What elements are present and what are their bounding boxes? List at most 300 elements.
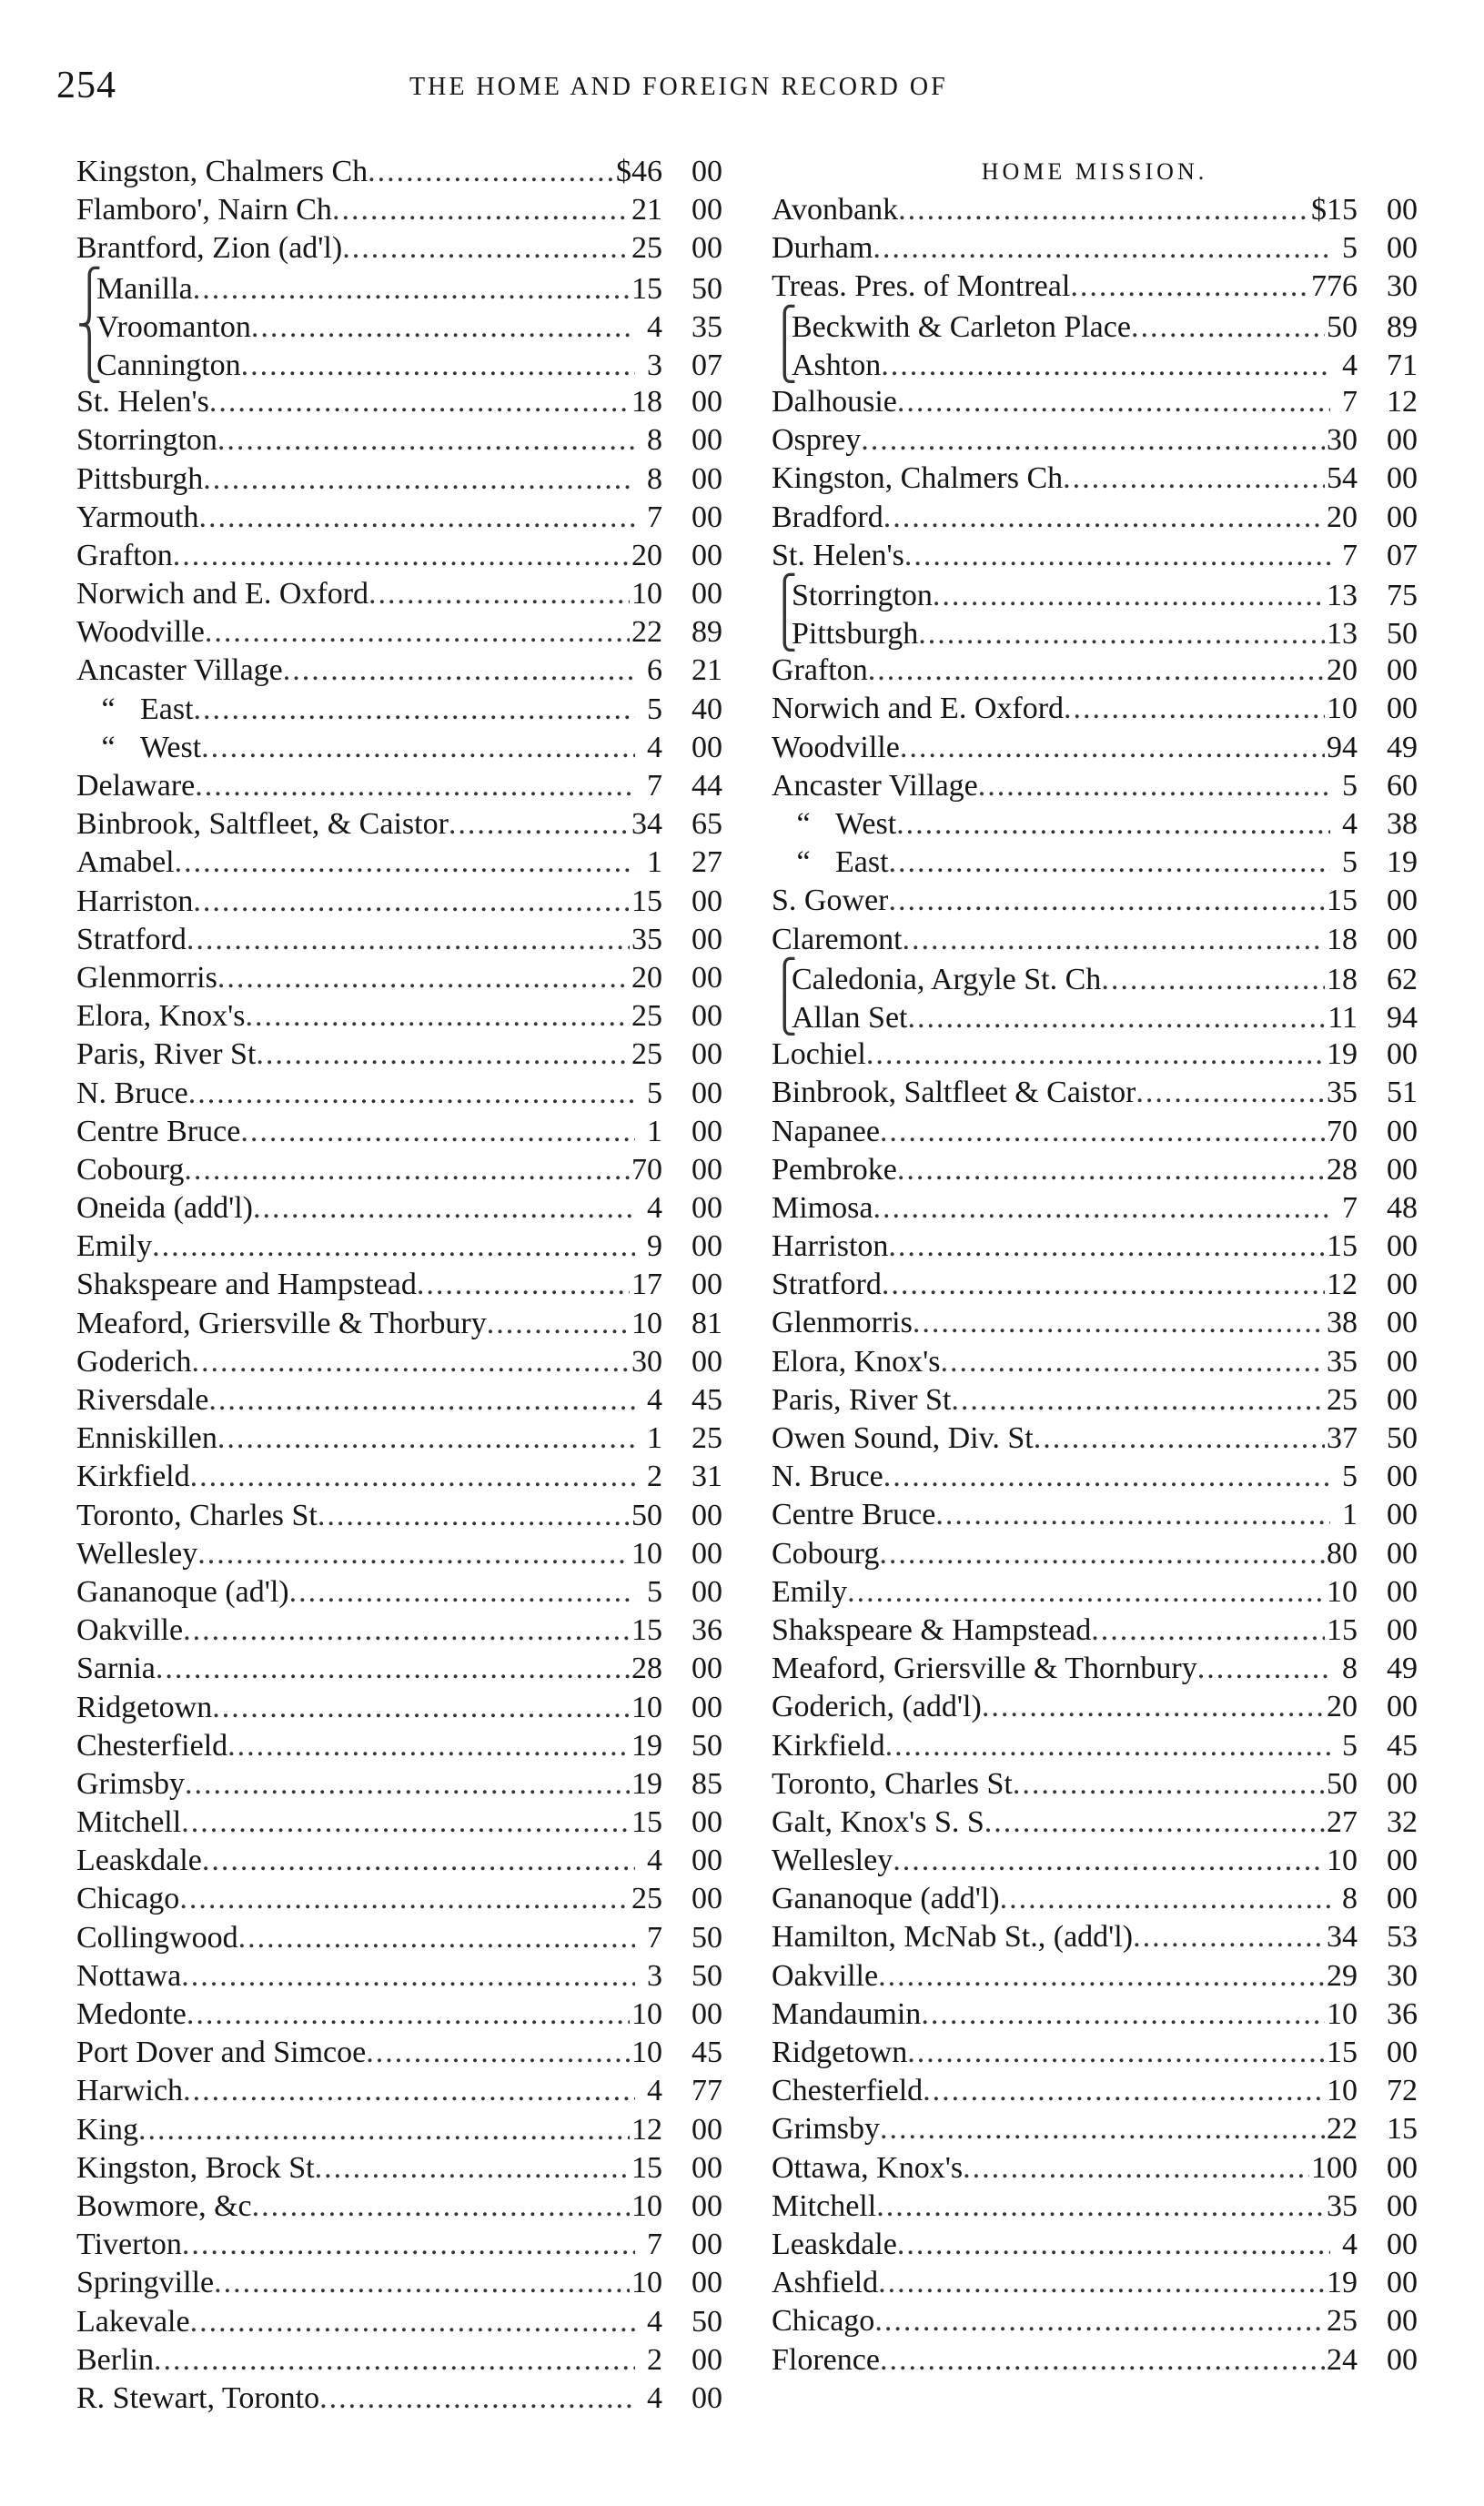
amount-dollars: 94 xyxy=(1327,730,1358,764)
congregation-name: Enniskillen xyxy=(76,1421,217,1456)
congregation-name: Centre Bruce xyxy=(76,1114,241,1148)
contribution-row xyxy=(772,2302,1418,2340)
contribution-row xyxy=(76,1497,722,1535)
amount-dollars: 9 xyxy=(647,1229,662,1264)
contribution-row xyxy=(76,1036,722,1074)
amount-cents: 00 xyxy=(1387,1114,1418,1148)
dot-leader xyxy=(182,2226,635,2264)
contribution-row xyxy=(76,1343,722,1381)
amount-cents: 00 xyxy=(1387,1037,1418,1072)
dot-leader xyxy=(238,1919,635,1957)
amount-dollars: 4 xyxy=(647,309,662,344)
amount-dollars: 4 xyxy=(1342,2227,1358,2261)
dot-leader xyxy=(1133,1918,1325,1956)
amount-cents: 00 xyxy=(1387,1574,1418,1609)
grouping-brace: ⎩ xyxy=(772,344,798,383)
amount-dollars: 80 xyxy=(1327,1536,1358,1571)
amount-cents: 45 xyxy=(1387,1728,1418,1763)
congregation-name: Stratford xyxy=(76,922,187,956)
amount-dollars: 70 xyxy=(1327,1114,1358,1148)
dot-leader xyxy=(888,1228,1325,1266)
dot-leader xyxy=(889,844,1330,882)
congregation-name: Meaford, Griersville & Thornbury xyxy=(772,1652,1197,1686)
dot-leader xyxy=(888,882,1325,920)
amount-dollars: 10 xyxy=(631,2188,662,2223)
congregation-name: Emily xyxy=(772,1574,848,1609)
congregation-name: Oneida (add'l) xyxy=(76,1191,253,1226)
home-mission-heading: HOME MISSION. xyxy=(981,158,1208,185)
congregation-name: Wellesley xyxy=(772,1844,893,1878)
amount-cents: 00 xyxy=(692,1152,722,1187)
dot-leader xyxy=(881,347,1330,385)
contribution-row xyxy=(772,613,1418,652)
dot-leader xyxy=(984,1804,1325,1842)
dot-leader xyxy=(342,229,630,268)
amount-cents: 00 xyxy=(1387,1536,1418,1571)
dot-leader xyxy=(188,1075,635,1113)
contribution-row xyxy=(76,2264,722,2302)
amount-dollars: 11 xyxy=(1328,1000,1358,1035)
amount-cents: 00 xyxy=(692,1690,722,1724)
dot-leader xyxy=(194,691,635,729)
amount-cents: 00 xyxy=(692,884,722,918)
congregation-name: Harwich xyxy=(76,2074,184,2108)
amount-cents: 00 xyxy=(692,2266,722,2300)
dot-leader xyxy=(847,1573,1325,1612)
amount-cents: 21 xyxy=(692,653,722,688)
congregation-name: Leaskdale xyxy=(76,1844,202,1878)
congregation-name: Ancaster Village xyxy=(76,653,283,688)
contribution-row xyxy=(772,1573,1418,1612)
contribution-row xyxy=(76,307,722,345)
contribution-row xyxy=(76,1727,722,1765)
congregation-name: Caledonia, Argyle St. Ch xyxy=(792,962,1102,996)
amount-cents: 00 xyxy=(1387,692,1418,726)
contribution-row xyxy=(772,2149,1418,2188)
contribution-row xyxy=(772,345,1418,383)
congregation-name: Pittsburgh xyxy=(792,617,919,652)
dot-leader xyxy=(897,2226,1330,2264)
congregation-name: Avonbank xyxy=(772,193,899,227)
contribution-row xyxy=(772,1458,1418,1496)
amount-cents: 50 xyxy=(692,1728,722,1763)
congregation-name: Glenmorris xyxy=(76,960,217,995)
amount-dollars: 10 xyxy=(1327,692,1358,726)
dot-leader xyxy=(319,2380,635,2418)
congregation-name: Ridgetown xyxy=(772,2036,908,2069)
amount-cents: 00 xyxy=(692,1037,722,1072)
dot-leader xyxy=(904,537,1330,575)
amount-cents: 00 xyxy=(1387,2304,1418,2339)
dot-leader xyxy=(332,191,630,229)
amount-dollars: 50 xyxy=(1327,309,1358,344)
amount-cents: 00 xyxy=(1387,922,1418,956)
dot-leader xyxy=(878,2264,1325,2302)
contribution-row xyxy=(772,1957,1418,1996)
contribution-row xyxy=(76,191,722,229)
dot-leader xyxy=(1091,1612,1325,1650)
amount-cents: 51 xyxy=(1387,1076,1418,1110)
amount-cents: 00 xyxy=(692,461,722,496)
dot-leader xyxy=(138,2111,630,2149)
amount-cents: 75 xyxy=(1387,578,1418,612)
congregation-name: Ridgetown xyxy=(76,1690,213,1724)
dot-leader xyxy=(907,2034,1325,2072)
amount-cents: 00 xyxy=(692,385,722,419)
amount-dollars: 5 xyxy=(1342,845,1358,880)
amount-cents: 00 xyxy=(692,999,722,1034)
contribution-row xyxy=(76,2341,722,2380)
dot-leader xyxy=(879,1535,1325,1573)
contribution-row xyxy=(76,2149,722,2188)
dot-leader xyxy=(885,1727,1330,1765)
contribution-row xyxy=(772,690,1418,728)
amount-cents: 94 xyxy=(1387,1000,1418,1035)
dot-leader xyxy=(982,1688,1325,1726)
amount-dollars: 8 xyxy=(647,461,662,496)
contribution-row xyxy=(772,882,1418,920)
amount-dollars: 7 xyxy=(1342,384,1358,419)
amount-dollars: 38 xyxy=(1327,1306,1358,1340)
congregation-name: Grimsby xyxy=(772,2112,880,2147)
contribution-row xyxy=(772,921,1418,959)
contribution-row xyxy=(76,1266,722,1304)
amount-cents: 00 xyxy=(1387,423,1418,458)
congregation-name: Medonte xyxy=(76,1997,187,2031)
amount-cents: 00 xyxy=(692,1805,722,1840)
congregation-name: Yarmouth xyxy=(76,500,199,534)
amount-dollars: 20 xyxy=(631,538,662,572)
dot-leader xyxy=(195,767,635,805)
dot-leader xyxy=(202,1842,635,1880)
amount-dollars: 10 xyxy=(631,577,662,611)
contribution-row xyxy=(76,844,722,882)
amount-cents: 00 xyxy=(692,538,722,572)
amount-dollars: 10 xyxy=(1327,1574,1358,1609)
congregation-name: Kirkfield xyxy=(76,1460,190,1494)
amount-cents: 00 xyxy=(1387,1268,1418,1302)
amount-dollars: 24 xyxy=(1327,2342,1358,2377)
dot-leader xyxy=(883,499,1325,537)
amount-dollars: 10 xyxy=(631,1997,662,2031)
amount-cents: 50 xyxy=(1387,1421,1418,1455)
amount-cents: 00 xyxy=(692,1229,722,1264)
amount-cents: 07 xyxy=(692,348,722,382)
amount-cents: 00 xyxy=(692,2188,722,2223)
contribution-row xyxy=(76,1189,722,1228)
amount-dollars: 7 xyxy=(647,769,662,803)
dot-leader xyxy=(251,308,635,347)
amount-cents: 00 xyxy=(1387,1382,1418,1417)
contribution-row xyxy=(772,844,1418,882)
amount-dollars: $15 xyxy=(1311,193,1358,227)
amount-dollars: 50 xyxy=(1327,1766,1358,1801)
dot-leader xyxy=(246,997,630,1036)
amount-cents: 45 xyxy=(692,2036,722,2070)
contribution-row xyxy=(772,1266,1418,1304)
contribution-row xyxy=(76,2072,722,2110)
congregation-name: Allan Set xyxy=(792,1000,908,1035)
amount-cents: 00 xyxy=(692,155,722,188)
amount-dollars: 5 xyxy=(647,1574,662,1609)
dot-leader xyxy=(417,1266,630,1304)
amount-dollars: 3 xyxy=(647,348,662,382)
amount-cents: 00 xyxy=(692,1498,722,1532)
contribution-row xyxy=(772,499,1418,537)
congregation-name: Springville xyxy=(76,2266,215,2300)
dot-leader xyxy=(897,1151,1325,1189)
amount-cents: 00 xyxy=(1387,1229,1418,1264)
right-entry-list xyxy=(772,191,1418,2380)
amount-dollars: 19 xyxy=(1327,2266,1358,2300)
amount-cents: 49 xyxy=(1387,730,1418,764)
amount-cents: 49 xyxy=(1387,1652,1418,1686)
congregation-name: Goderich xyxy=(76,1344,192,1379)
congregation-name: Grafton xyxy=(772,653,868,688)
contribution-row xyxy=(772,1113,1418,1151)
amount-cents: 00 xyxy=(1387,1766,1418,1801)
amount-dollars: 10 xyxy=(631,1690,662,1724)
contribution-row xyxy=(76,1996,722,2034)
amount-cents: 85 xyxy=(692,1766,722,1801)
amount-cents: 00 xyxy=(692,1114,722,1148)
amount-cents: 00 xyxy=(692,922,722,956)
contribution-row xyxy=(76,1765,722,1804)
contribution-row xyxy=(772,421,1418,460)
congregation-name: Shakspeare & Hampstead xyxy=(772,1612,1092,1647)
dot-leader xyxy=(1131,308,1325,347)
congregation-name: N. Bruce xyxy=(76,1076,188,1110)
contribution-row xyxy=(772,2110,1418,2148)
amount-cents: 00 xyxy=(1387,1306,1418,1340)
amount-cents: 45 xyxy=(692,1383,722,1417)
amount-dollars: 5 xyxy=(647,1076,662,1110)
amount-dollars: 35 xyxy=(631,922,662,956)
contribution-row xyxy=(76,229,722,268)
ditto-mark: “ xyxy=(796,807,811,841)
contribution-row xyxy=(772,2072,1418,2110)
congregation-name: Bowmore, &c xyxy=(76,2188,252,2223)
amount-dollars: 10 xyxy=(631,1306,662,1340)
left-column xyxy=(76,153,722,2418)
congregation-name: Chesterfield xyxy=(772,2074,924,2108)
congregation-name: Collingwood xyxy=(76,1920,238,1955)
contribution-row xyxy=(772,1343,1418,1381)
contribution-row xyxy=(772,383,1418,421)
amount-cents: 00 xyxy=(692,1652,722,1686)
congregation-name: Ancaster Village xyxy=(772,768,978,803)
amount-dollars: 19 xyxy=(631,1766,662,1801)
grouping-brace: ⎧ xyxy=(772,306,798,345)
amount-dollars: 15 xyxy=(1327,1229,1358,1264)
congregation-name: Grafton xyxy=(76,538,173,572)
amount-cents: 00 xyxy=(1387,1882,1418,1916)
amount-dollars: 35 xyxy=(1327,2188,1358,2223)
contribution-row xyxy=(76,2303,722,2341)
dot-leader xyxy=(181,1804,630,1842)
congregation-name: Elora, Knox's xyxy=(772,1344,941,1379)
amount-dollars: 6 xyxy=(647,653,662,688)
contribution-row xyxy=(76,959,722,997)
amount-cents: 00 xyxy=(692,577,722,611)
amount-dollars: 22 xyxy=(1327,2112,1358,2147)
contribution-row xyxy=(772,1381,1418,1420)
amount-dollars: 8 xyxy=(1342,1882,1358,1916)
amount-cents: 00 xyxy=(692,1997,722,2031)
amount-cents: 00 xyxy=(692,2228,722,2262)
dot-leader xyxy=(205,613,630,652)
dot-leader xyxy=(201,729,635,767)
amount-dollars: 7 xyxy=(1342,538,1358,572)
dot-leader xyxy=(873,1189,1330,1228)
contribution-row xyxy=(772,1842,1418,1880)
amount-cents: 00 xyxy=(1387,231,1418,266)
dot-leader xyxy=(217,959,630,997)
amount-cents: 81 xyxy=(692,1306,722,1340)
dot-leader xyxy=(184,1151,630,1189)
dot-leader xyxy=(918,615,1325,653)
grouping-brace: ⎩ xyxy=(76,344,103,383)
congregation-name: Paris, River St xyxy=(76,1037,257,1072)
congregation-name: Elora, Knox's xyxy=(76,999,246,1034)
grouping-brace: ⎩ xyxy=(772,996,798,1036)
contribution-row xyxy=(772,1074,1418,1112)
amount-cents: 00 xyxy=(692,423,722,458)
dot-leader xyxy=(907,999,1326,1037)
dot-leader xyxy=(256,1036,630,1074)
amount-dollars: 10 xyxy=(1327,1996,1358,2031)
contribution-row xyxy=(772,575,1418,613)
running-head: THE HOME AND FOREIGN RECORD OF xyxy=(409,73,948,101)
dot-leader xyxy=(240,1113,635,1151)
contribution-row xyxy=(76,1305,722,1343)
dot-leader xyxy=(241,347,635,385)
dot-leader xyxy=(190,1458,635,1496)
amount-dollars: 4 xyxy=(1342,807,1358,841)
amount-dollars: 10 xyxy=(1327,1844,1358,1878)
amount-dollars: 1 xyxy=(647,1114,662,1148)
contribution-row xyxy=(76,1689,722,1727)
congregation-name: Sarnia xyxy=(76,1652,156,1686)
grouping-brace: ⎧ xyxy=(76,268,103,307)
amount-dollars: 8 xyxy=(647,423,662,458)
contribution-row xyxy=(76,997,722,1036)
dot-leader xyxy=(874,2302,1325,2340)
amount-cents: 50 xyxy=(692,2304,722,2339)
congregation-name: N. Bruce xyxy=(772,1460,883,1494)
dot-leader xyxy=(913,1304,1325,1342)
congregation-name: Harriston xyxy=(76,884,194,918)
amount-dollars: 15 xyxy=(1327,1612,1358,1647)
congregation-name: Osprey xyxy=(772,423,862,458)
amount-dollars: 5 xyxy=(1342,231,1358,266)
congregation-name: Manilla xyxy=(96,271,193,306)
amount-cents: 30 xyxy=(1387,1958,1418,1993)
contribution-row xyxy=(76,1535,722,1573)
congregation-name: Goderich, (add'l) xyxy=(772,1690,982,1724)
amount-cents: 71 xyxy=(1387,348,1418,382)
dot-leader xyxy=(187,921,630,959)
congregation-name: Florence xyxy=(772,2342,880,2377)
amount-dollars: 25 xyxy=(631,1037,662,1072)
contribution-row xyxy=(76,652,722,690)
congregation-name: Chicago xyxy=(772,2304,875,2339)
congregation-name: St. Helen's xyxy=(76,385,209,419)
amount-dollars: 13 xyxy=(1327,617,1358,652)
amount-dollars: 5 xyxy=(647,692,662,726)
dot-leader xyxy=(921,1996,1325,2034)
contribution-row xyxy=(76,921,722,959)
congregation-name: Kingston, Chalmers Ch xyxy=(76,155,368,188)
amount-dollars: 34 xyxy=(631,807,662,842)
congregation-name: Stratford xyxy=(772,1268,882,1302)
congregation-name: Oakville xyxy=(772,1958,879,1993)
amount-dollars: 4 xyxy=(1342,348,1358,382)
dot-leader xyxy=(190,2303,635,2341)
contribution-row xyxy=(76,1650,722,1688)
contribution-row xyxy=(76,268,722,307)
dot-leader xyxy=(1063,460,1325,498)
amount-cents: 60 xyxy=(1387,768,1418,803)
contribution-row xyxy=(76,729,722,767)
amount-dollars: 776 xyxy=(1311,269,1358,304)
contribution-row xyxy=(76,1842,722,1880)
congregation-name: Glenmorris xyxy=(772,1306,913,1340)
dot-leader xyxy=(209,383,630,421)
amount-dollars: 5 xyxy=(1342,1728,1358,1763)
amount-dollars: 10 xyxy=(631,2266,662,2300)
congregation-name: Harriston xyxy=(772,1229,889,1264)
dot-leader xyxy=(898,191,1309,229)
congregation-name: Flamboro', Nairn Ch xyxy=(76,193,332,227)
congregation-name: Emily xyxy=(76,1229,153,1264)
contribution-row xyxy=(772,1189,1418,1228)
congregation-name: Durham xyxy=(772,231,873,266)
contribution-row xyxy=(772,1880,1418,1918)
contribution-row xyxy=(772,805,1418,844)
amount-cents: 00 xyxy=(1387,1844,1418,1878)
dot-leader xyxy=(183,1612,630,1650)
dot-leader xyxy=(214,2264,630,2302)
dot-leader xyxy=(212,1689,630,1727)
amount-cents: 36 xyxy=(692,1613,722,1648)
dot-leader xyxy=(883,1458,1330,1496)
contribution-row xyxy=(772,2226,1418,2264)
page-number: 254 xyxy=(56,65,116,106)
dot-leader xyxy=(1101,961,1325,999)
amount-cents: 50 xyxy=(692,1958,722,1993)
amount-cents: 00 xyxy=(1387,884,1418,918)
congregation-name: Storrington xyxy=(76,423,217,458)
contribution-row xyxy=(76,1957,722,1996)
congregation-name: West xyxy=(140,730,202,764)
contribution-row xyxy=(772,729,1418,767)
amount-dollars: 1 xyxy=(647,1421,662,1456)
contribution-row xyxy=(772,1535,1418,1573)
congregation-name: Chesterfield xyxy=(76,1728,228,1763)
amount-cents: 00 xyxy=(1387,653,1418,688)
contribution-row xyxy=(76,1880,722,1918)
dot-leader xyxy=(289,1573,635,1612)
congregation-name: Grimsby xyxy=(76,1766,185,1801)
congregation-name: Gananoque (add'l) xyxy=(772,1882,1000,1916)
congregation-name: St. Helen's xyxy=(772,538,904,572)
amount-dollars: 12 xyxy=(1327,1268,1358,1302)
amount-cents: 62 xyxy=(1387,962,1418,996)
amount-dollars: 8 xyxy=(1342,1652,1358,1686)
amount-cents: 00 xyxy=(692,1344,722,1379)
dot-leader xyxy=(175,844,635,882)
